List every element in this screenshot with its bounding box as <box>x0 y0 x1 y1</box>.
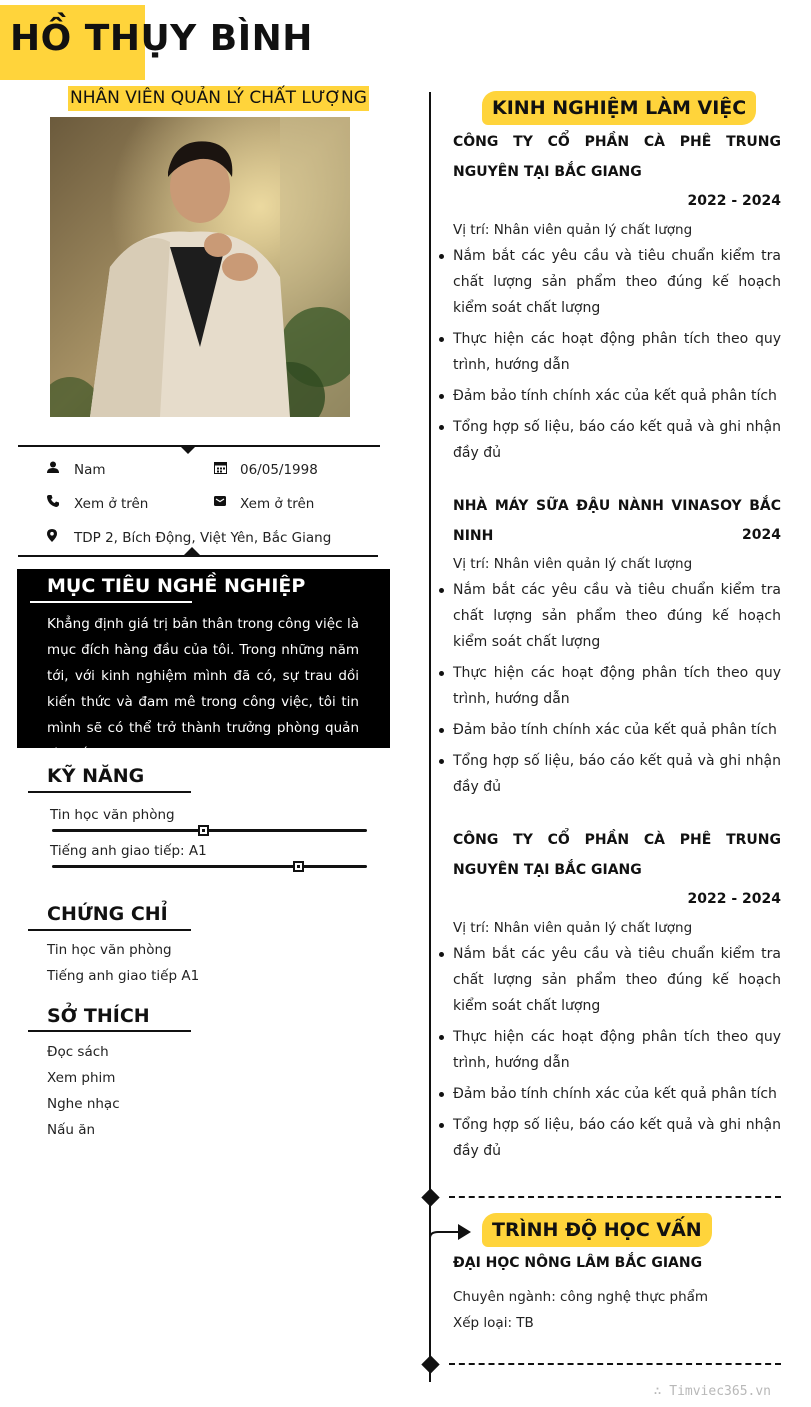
skill-bar-track <box>52 829 367 832</box>
arrow-right-icon <box>428 1220 473 1256</box>
profile-photo <box>50 117 350 417</box>
job-title: NHÂN VIÊN QUẢN LÝ CHẤT LƯỢNG <box>68 86 369 111</box>
skill-bar-track <box>52 865 367 868</box>
watermark <box>654 1384 771 1399</box>
job-duty-item: Tổng hợp số liệu, báo cáo kết quả và ghi nhận đầy đủ <box>453 414 781 466</box>
certificate-item: Tin học văn phòng <box>47 942 172 958</box>
job-duty-item: Thực hiện các hoạt động phân tích theo quy trình, hướng dẫn <box>453 326 781 378</box>
education-major: Chuyên ngành: công nghệ thực phẩm <box>453 1289 709 1305</box>
job-duty-item: Nắm bắt các yêu cầu và tiêu chuẩn kiểm tra chất lượng sản phẩm theo đúng kế hoạch kiểm soát chất lượng <box>453 243 781 321</box>
phone-icon <box>46 494 60 508</box>
job-duty-item: Đảm bảo tính chính xác của kết quả phân tích <box>453 717 781 743</box>
hobby-item: Đọc sách <box>47 1044 109 1060</box>
skill-level-knob <box>293 861 304 872</box>
job-duty-item: Tổng hợp số liệu, báo cáo kết quả và ghi nhận đầy đủ <box>453 1112 781 1164</box>
certificate-item: Tiếng anh giao tiếp A1 <box>47 968 200 984</box>
timeline-diamond <box>421 1355 439 1373</box>
skill-label: Tin học văn phòng <box>50 807 175 823</box>
objective-title-underline <box>30 601 192 603</box>
job-duties-list <box>453 577 781 805</box>
certificates-title-underline <box>28 929 191 931</box>
job-company: CÔNG TY CỔ PHẦN CÀ PHÊ TRUNG NGUYÊN TẠI BẮC GIANG <box>453 832 781 878</box>
candidate-name: HỒ THỤY BÌNH <box>10 18 313 59</box>
job-duty-item: Đảm bảo tính chính xác của kết quả phân tích <box>453 383 781 409</box>
hobby-item: Nấu ăn <box>47 1122 96 1138</box>
skills-title-underline <box>28 791 191 793</box>
email-value: Xem ở trên <box>240 496 315 512</box>
objective-text: Khẳng định giá trị bản thân trong công việc là mục đích hàng đầu của tôi. Trong những năm tới, với kinh nghiệm mình đã có, sự trau dồi kiến thức và đam mê trong công việc, tôi tin mình sẽ có thể trở thành trưởng phòng quản lý chất lươngk <box>47 616 359 762</box>
job-duty-item: Đảm bảo tính chính xác của kết quả phân tích <box>453 1081 781 1107</box>
education-school: ĐẠI HỌC NÔNG LÂM BẮC GIANG <box>453 1255 703 1271</box>
job-duties-list <box>453 941 781 1169</box>
hobbies-title: SỞ THÍCH <box>47 1005 150 1027</box>
job-period: 2022 - 2024 <box>687 891 781 907</box>
job-role: Vị trí: Nhân viên quản lý chất lượng <box>453 222 693 238</box>
divider-marker-down <box>180 446 196 454</box>
watermark-text: Timviec365.vn <box>669 1384 771 1399</box>
hobbies-title-underline <box>28 1030 191 1032</box>
user-icon <box>46 460 60 474</box>
divider-marker-up <box>184 547 200 555</box>
objective-title: MỤC TIÊU NGHỀ NGHIỆP <box>47 575 306 597</box>
job-company: NHÀ MÁY SỮA ĐẬU NÀNH VINASOY BẮC NINH <box>453 498 781 544</box>
education-title-highlight <box>482 1213 712 1247</box>
job-duty-item: Tổng hợp số liệu, báo cáo kết quả và ghi nhận đầy đủ <box>453 748 781 800</box>
education-title: TRÌNH ĐỘ HỌC VẤN <box>492 1219 702 1241</box>
phone-value: Xem ở trên <box>74 496 149 512</box>
section-dashed-divider <box>449 1363 781 1365</box>
hobby-item: Xem phim <box>47 1070 116 1086</box>
section-dashed-divider <box>449 1196 781 1198</box>
email-icon <box>213 494 227 508</box>
skill-label: Tiếng anh giao tiếp: A1 <box>50 843 207 859</box>
certificates-title: CHỨNG CHỈ <box>47 903 168 925</box>
location-icon <box>45 528 59 542</box>
job-role: Vị trí: Nhân viên quản lý chất lượng <box>453 920 693 936</box>
experience-title: KINH NGHIỆM LÀM VIỆC <box>492 97 747 119</box>
address-value: TDP 2, Bích Động, Việt Yên, Bắc Giang <box>74 530 332 546</box>
job-company: CÔNG TY CỔ PHẦN CÀ PHÊ TRUNG NGUYÊN TẠI BẮC GIANG <box>453 134 781 180</box>
watermark-dots-icon: ∴ <box>653 1384 670 1399</box>
birthday-value: 06/05/1998 <box>240 462 318 478</box>
contact-divider-top <box>18 445 380 447</box>
job-period: 2022 - 2024 <box>687 193 781 209</box>
job-duty-item: Thực hiện các hoạt động phân tích theo quy trình, hướng dẫn <box>453 1024 781 1076</box>
job-role: Vị trí: Nhân viên quản lý chất lượng <box>453 556 693 572</box>
contact-divider-bottom <box>18 555 378 557</box>
job-duty-item: Nắm bắt các yêu cầu và tiêu chuẩn kiểm tra chất lượng sản phẩm theo đúng kế hoạch kiểm soát chất lượng <box>453 941 781 1019</box>
experience-title-highlight <box>482 91 756 125</box>
job-period: 2024 <box>742 527 781 543</box>
skills-title: KỸ NĂNG <box>47 765 145 787</box>
timeline-diamond <box>421 1188 439 1206</box>
skill-level-knob <box>198 825 209 836</box>
job-duty-item: Thực hiện các hoạt động phân tích theo quy trình, hướng dẫn <box>453 660 781 712</box>
calendar-icon <box>213 460 227 474</box>
education-rank: Xếp loại: TB <box>453 1315 534 1331</box>
gender-value: Nam <box>74 462 106 478</box>
job-duties-list <box>453 243 781 471</box>
job-duty-item: Nắm bắt các yêu cầu và tiêu chuẩn kiểm tra chất lượng sản phẩm theo đúng kế hoạch kiểm soát chất lượng <box>453 577 781 655</box>
hobby-item: Nghe nhạc <box>47 1096 120 1112</box>
